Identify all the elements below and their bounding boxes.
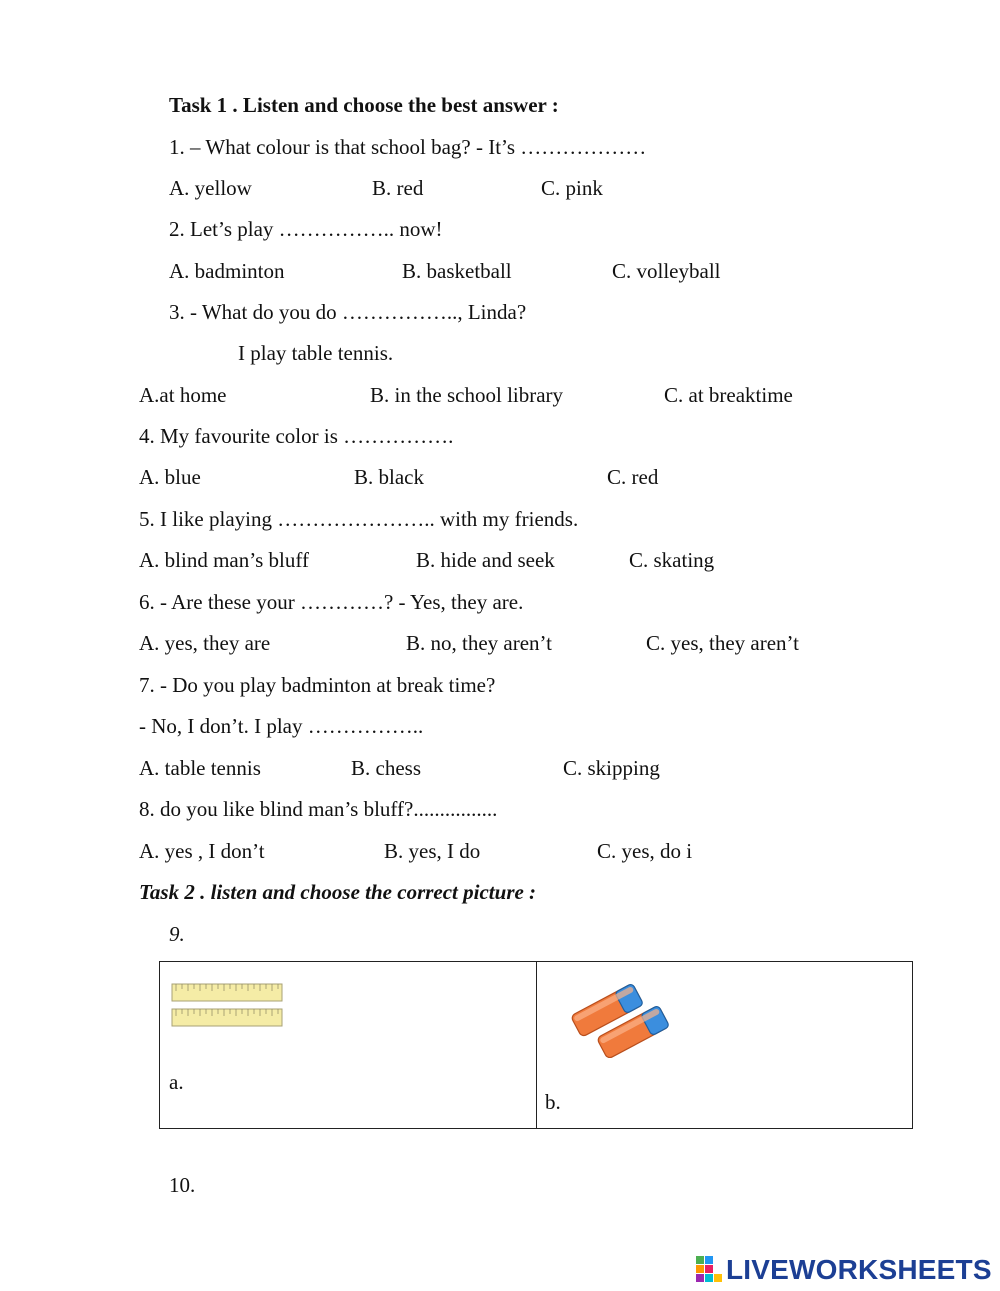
q8-option-a[interactable]: A. yes , I don’t [139,839,265,863]
q3-option-c[interactable]: C. at breaktime [664,383,793,407]
q2-option-c[interactable]: C. volleyball [612,259,721,283]
q2-option-b[interactable]: B. basketball [402,259,512,283]
question-7: 7. - Do you play badminton at break time? [139,673,496,697]
question-3-reply: I play table tennis. [238,341,394,365]
q1-option-c[interactable]: C. pink [541,176,603,200]
picture-choice-table [159,961,913,1129]
q8-option-b[interactable]: B. yes, I do [384,839,481,863]
picture-option-a[interactable] [160,962,536,1128]
question-8: 8. do you like blind man’s bluff?................ [139,797,498,821]
question-4: 4. My favourite color is ……………. [139,424,454,448]
liveworksheets-logo [696,1255,992,1285]
q6-option-c[interactable]: C. yes, they aren’t [646,631,799,655]
question-6: 6. - Are these your …………? - Yes, they are. [139,590,524,614]
q2-option-a[interactable]: A. badminton [169,259,285,283]
question-7-reply: - No, I don’t. I play …………….. [139,714,424,738]
q4-option-a[interactable]: A. blue [139,465,201,489]
q3-option-a[interactable]: A.at home [139,383,227,407]
q7-option-c[interactable]: C. skipping [563,756,660,780]
question-3: 3. - What do you do …………….., Linda? [169,300,527,324]
erasers-image [563,978,673,1058]
logo-blocks-icon [696,1256,722,1284]
option-a-label: a. [169,1070,184,1094]
question-2: 2. Let’s play …………….. now! [169,217,443,241]
question-5: 5. I like playing ………………….. with my friends. [139,507,579,531]
rulers-image [170,982,286,1032]
q4-option-b[interactable]: B. black [354,465,424,489]
task2-title: Task 2 . listen and choose the correct picture : [139,880,537,904]
q6-option-a[interactable]: A. yes, they are [139,631,271,655]
question-10: 10. [169,1173,196,1197]
q1-option-a[interactable]: A. yellow [169,176,252,200]
logo-text: LIVEWORKSHEETS [726,1254,992,1285]
picture-option-b[interactable] [537,962,912,1128]
q5-option-b[interactable]: B. hide and seek [416,548,555,572]
q8-option-c[interactable]: C. yes, do i [597,839,693,863]
question-9: 9. [169,922,185,946]
task1-title: Task 1 . Listen and choose the best answer : [169,93,559,117]
q6-option-b[interactable]: B. no, they aren’t [406,631,552,655]
q7-option-a[interactable]: A. table tennis [139,756,261,780]
q3-option-b[interactable]: B. in the school library [370,383,564,407]
option-b-label: b. [545,1090,561,1114]
q7-option-b[interactable]: B. chess [351,756,421,780]
q1-option-b[interactable]: B. red [372,176,424,200]
ruler-1 [172,984,282,1001]
q5-option-a[interactable]: A. blind man’s bluff [139,548,309,572]
question-1: 1. – What colour is that school bag? - It’s ……………… [169,135,647,159]
q5-option-c[interactable]: C. skating [629,548,715,572]
q4-option-c[interactable]: C. red [607,465,659,489]
ruler-2 [172,1009,282,1026]
